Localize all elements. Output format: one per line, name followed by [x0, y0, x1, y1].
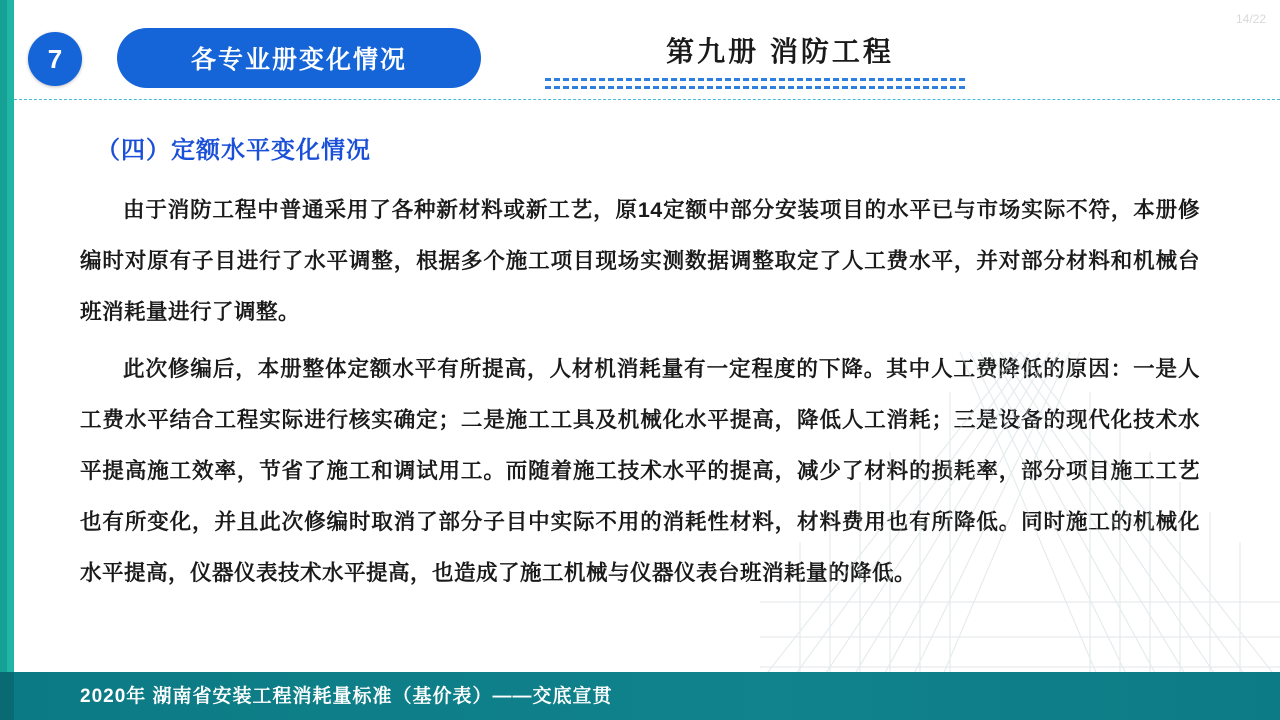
paragraph-1: 由于消防工程中普通采用了各种新材料或新工艺，原14定额中部分安装项目的水平已与市场实际不符，本册修编时对原有子目进行了水平调整，根据多个施工项目现场实测数据调整取定了人工费水平，并对部分材料和机械台班消耗量进行了调整。	[80, 198, 1200, 324]
slide-header	[0, 0, 1280, 100]
title-underline-top	[545, 78, 965, 81]
header-divider	[14, 99, 1280, 100]
section-pill-label: 各专业册变化情况	[117, 28, 481, 88]
footer-text: 2020年 湖南省安装工程消耗量标准（基价表）——交底宣贯	[80, 686, 613, 707]
left-accent-bar-inner	[0, 0, 7, 720]
title-underline-bottom	[545, 86, 965, 89]
section-heading: （四）定额水平变化情况	[96, 137, 371, 164]
page-title: 第九册 消防工程	[666, 36, 894, 67]
section-number-badge: 7	[28, 32, 82, 86]
page-number: 14/22	[1235, 12, 1266, 26]
slide-footer	[0, 672, 1280, 720]
paragraph-2: 此次修编后，本册整体定额水平有所提高，人材机消耗量有一定程度的下降。其中人工费降低的原因：一是人工费水平结合工程实际进行核实确定；二是施工工具及机械化水平提高，降低人工消耗；三是设备的现代化技术水平提高施工效率，节省了施工和调试用工。而随着施工技术水平的提高，减少了材料的损耗率，部分项目施工工艺也有所变化，并且此次修编时取消了部分子目中实际不用的消耗性材料，材料费用也有所降低。同时施工的机械化水平提高，仪器仪表技术水平提高，也造成了施工机械与仪器仪表台班消耗量的降低。	[80, 357, 1200, 585]
body-text	[80, 185, 1200, 605]
footer-accent	[0, 672, 14, 720]
left-accent-bar	[0, 0, 14, 720]
